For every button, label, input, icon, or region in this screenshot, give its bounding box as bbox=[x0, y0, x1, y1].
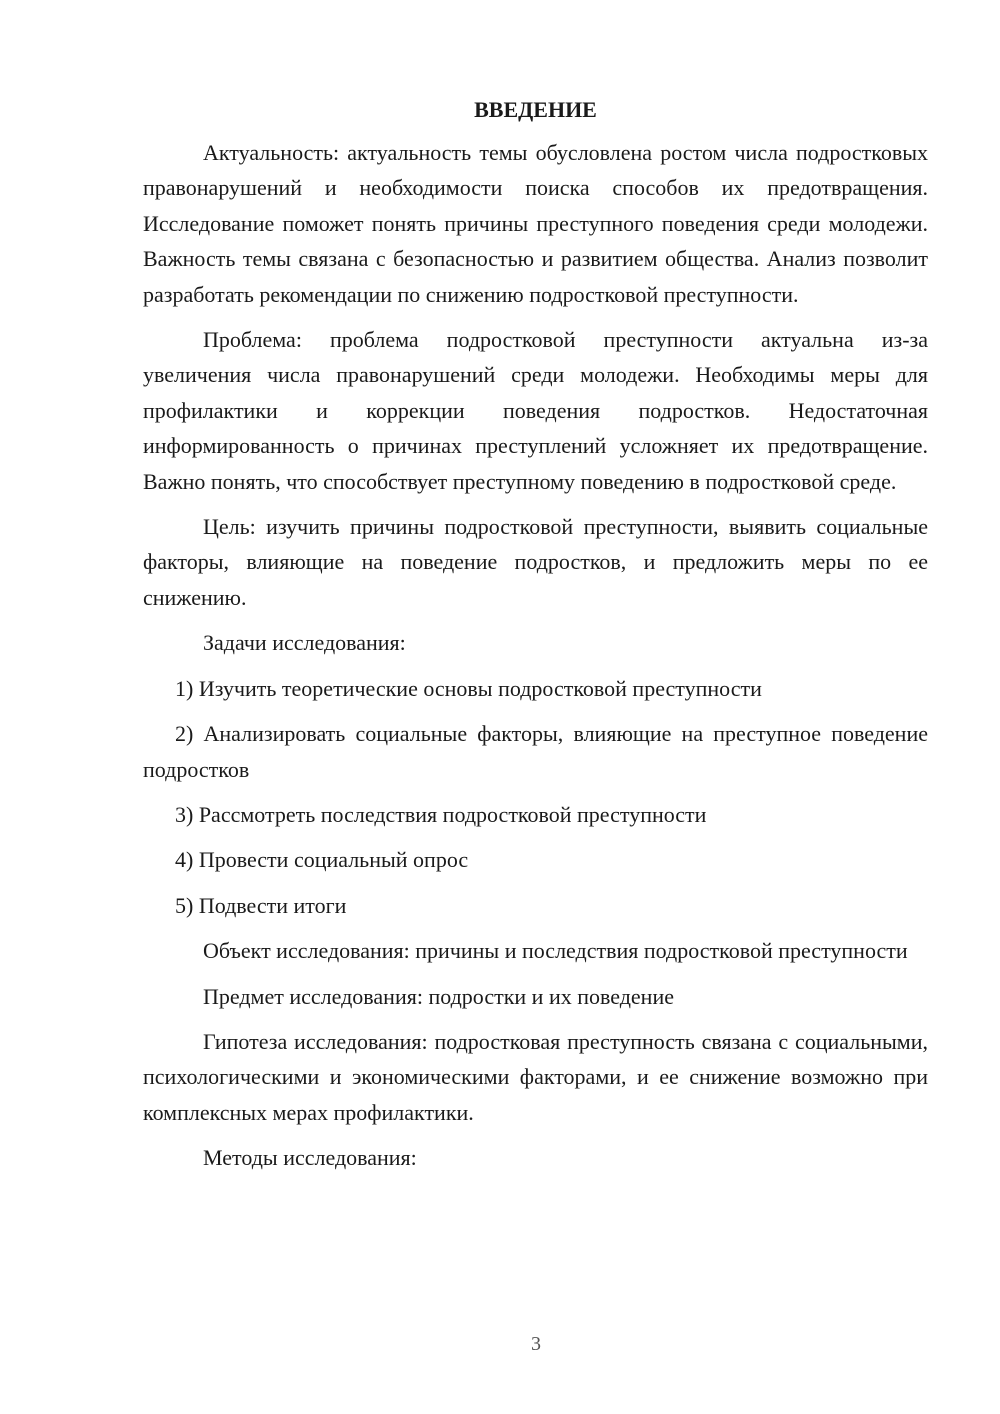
task-item-1: 1) Изучить теоретические основы подростковой преступности bbox=[175, 675, 762, 701]
paragraph-relevance: Актуальность: актуальность темы обусловлена ростом числа подростковых правонарушений и необходимости поиска способов их предотвращения. Исследование поможет понять причины преступного поведения среди молодежи. Важность темы связана с безопасностью и развитием общества. Анализ позволит разработать рекомендации по снижению подростковой преступности. bbox=[143, 140, 928, 307]
section-title: ВВЕДЕНИЕ bbox=[474, 97, 597, 122]
task-item-3: 3) Рассмотреть последствия подростковой преступности bbox=[175, 801, 707, 827]
document-page bbox=[143, 95, 928, 1186]
task-item-5: 5) Подвести итоги bbox=[175, 892, 347, 918]
paragraph-subject: Предмет исследования: подростки и их поведение bbox=[203, 983, 674, 1009]
paragraph-object: Объект исследования: причины и последствия подростковой преступности bbox=[203, 938, 908, 964]
task-item-4: 4) Провести социальный опрос bbox=[175, 847, 469, 873]
paragraph-hypothesis: Гипотеза исследования: подростковая преступность связана с социальными, психологическими и экономическими факторами, и ее снижение возможно при комплексных мерах профилактики. bbox=[143, 1028, 928, 1125]
tasks-heading: Задачи исследования: bbox=[203, 630, 406, 656]
paragraph-problem: Проблема: проблема подростковой преступности актуальна из-за увеличения числа правонарушений среди молодежи. Необходимы меры для профилактики и коррекции поведения подростков. Недостаточная информированность о причинах преступлений усложняет их предотвращение. Важно понять, что способствует преступному поведению в подростковой среде. bbox=[143, 327, 928, 494]
paragraph-goal: Цель: изучить причины подростковой преступности, выявить социальные факторы, влияющие на поведение подростков, и предложить меры по ее снижению. bbox=[143, 514, 928, 610]
paragraph-methods: Методы исследования: bbox=[203, 1145, 417, 1171]
page-number: 3 bbox=[531, 1333, 541, 1355]
task-item-2: 2) Анализировать социальные факторы, влияющие на преступное поведение подростков bbox=[143, 721, 928, 782]
